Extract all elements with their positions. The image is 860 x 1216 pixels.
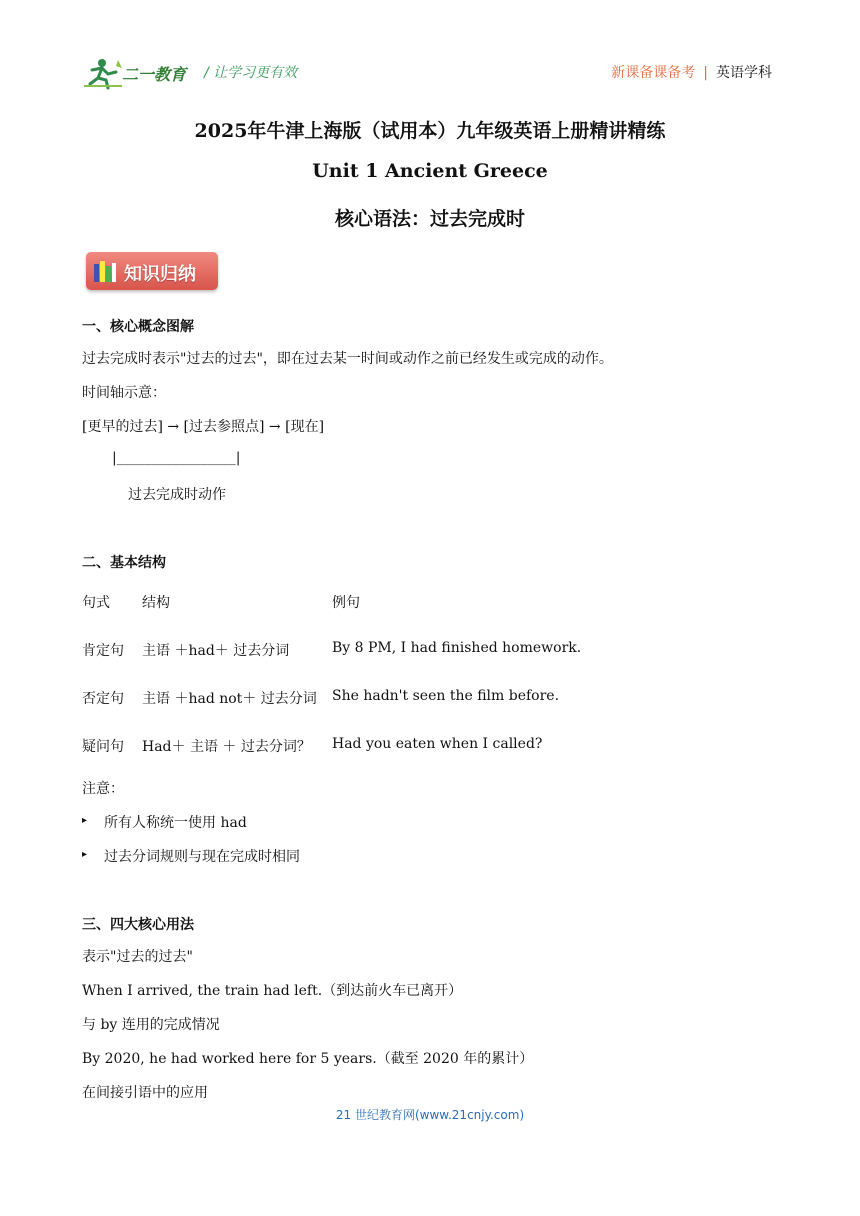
table-cell: Had you eaten when I called? <box>332 736 543 752</box>
usage-line: 在间接引语中的应用 <box>82 1085 208 1101</box>
timeline-label: 时间轴示意： <box>82 385 166 401</box>
header-right <box>611 62 772 82</box>
knowledge-summary-badge <box>86 252 218 290</box>
table-cell: 疑问句 <box>82 739 124 755</box>
usage-line: 与 by 连用的完成情况 <box>82 1017 220 1033</box>
table-cell: 否定句 <box>82 691 124 707</box>
main-title: 2025年牛津上海版（试用本）九年级英语上册精讲精练 <box>194 120 666 142</box>
header-tag-subject: 英语学科 <box>716 65 772 81</box>
section1-heading: 一、核心概念图解 <box>82 319 194 335</box>
topic-title: 核心语法：过去完成时 <box>334 208 525 230</box>
table-cell: 肯定句 <box>82 643 124 659</box>
footer-link[interactable]: 21 世纪教育网(www.21cnjy.com) <box>335 1108 525 1122</box>
table-header-example: 例句 <box>332 595 360 611</box>
bullet-marker: ▸ <box>82 849 88 860</box>
section3-heading: 三、四大核心用法 <box>82 917 194 933</box>
logo <box>82 56 192 90</box>
header-separator: | <box>703 65 708 81</box>
usage-line: By 2020, he had worked here for 5 years.（截至 2020 年的累计） <box>82 1051 534 1067</box>
unit-title: Unit 1 Ancient Greece <box>312 160 548 182</box>
section2-heading: 二、基本结构 <box>82 555 166 571</box>
section1-definition: 过去完成时表示"过去的过去"，即在过去某一时间或动作之前已经发生或完成的动作。 <box>82 351 613 367</box>
timeline-text: [更早的过去] → [过去参照点] → [现在] <box>82 419 325 435</box>
table-cell: 主语 ＋had＋ 过去分词 <box>142 643 290 659</box>
logo-text: 二一教育 <box>122 65 187 84</box>
slogan: / 让学习更有效 <box>204 65 298 81</box>
books-icon <box>92 258 118 284</box>
timeline-bar: |_________________| <box>112 450 241 466</box>
note-item: 所有人称统一使用 had <box>104 815 247 831</box>
header-tag-prep: 新课备课备考 <box>611 65 696 81</box>
table-cell: She hadn't seen the film before. <box>332 688 560 704</box>
table-cell: By 8 PM, I had finished homework. <box>332 640 582 656</box>
table-header-pattern: 句式 <box>82 595 110 611</box>
usage-line: When I arrived, the train had left.（到达前火车已离开） <box>82 983 463 999</box>
table-cell: 主语 ＋had not＋ 过去分词 <box>142 691 317 707</box>
note-item: 过去分词规则与现在完成时相同 <box>104 849 300 865</box>
table-header-structure: 结构 <box>142 595 170 611</box>
bullet-marker: ▸ <box>82 815 88 826</box>
timeline-caption: 过去完成时动作 <box>128 487 226 503</box>
note-label: 注意： <box>82 781 124 797</box>
table-cell: Had＋ 主语 ＋ 过去分词？ <box>142 739 311 755</box>
usage-line: 表示"过去的过去" <box>82 949 193 965</box>
badge-label: 知识归纳 <box>124 264 196 285</box>
